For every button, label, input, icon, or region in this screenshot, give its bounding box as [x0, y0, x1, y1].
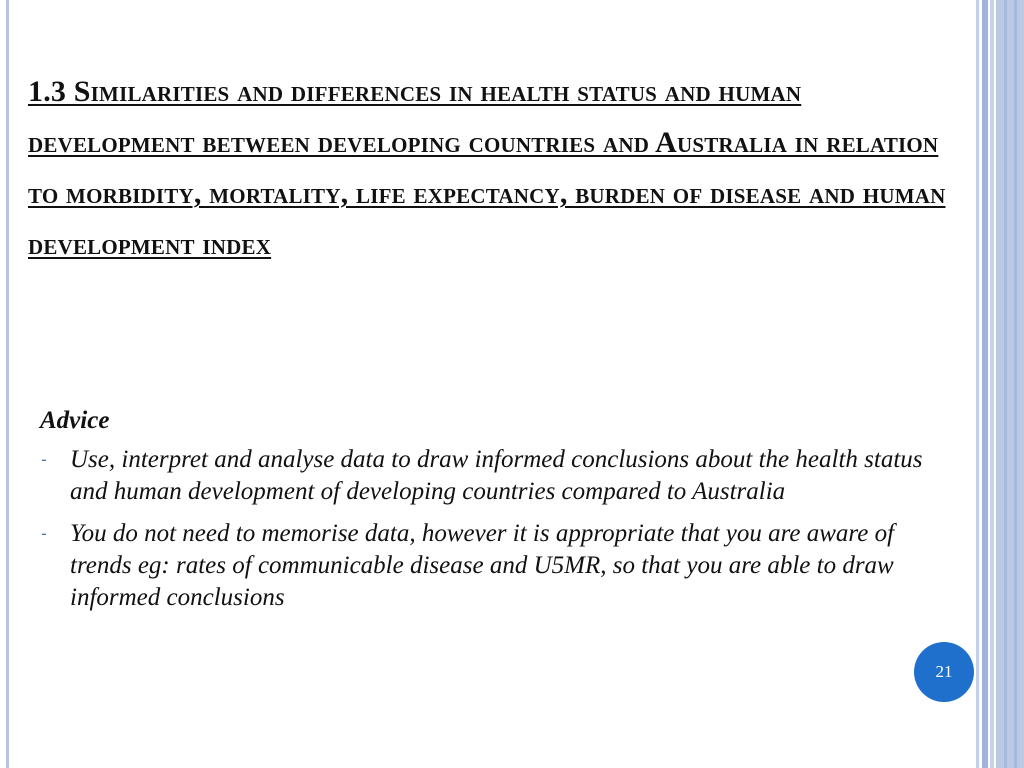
bullet-marker: - [41, 524, 47, 543]
slide-title: 1.3 Similarities and differences in health status and human development between developing countries and Australia in relation to morbidity, mortality, life expectancy, burden of disease and human development index [28, 75, 946, 261]
advice-heading: Advice [40, 407, 110, 434]
bullet-item [40, 518, 960, 614]
bullet-marker: - [41, 450, 47, 469]
right-decorative-stripe [990, 0, 994, 768]
right-decorative-stripe [1004, 0, 1007, 768]
bullet-text: You do not need to memorise data, however it is appropriate that you are aware of trends eg: rates of communicable disease and U5MR, so that you are able to draw informed conclusions [70, 520, 895, 611]
page-number-badge [914, 642, 974, 702]
right-decorative-stripe [982, 0, 988, 768]
bullet-text: Use, interpret and analyse data to draw informed conclusions about the health status and human development of developing countries compared to Australia [70, 446, 923, 505]
slide-content [40, 404, 960, 624]
page-number: 21 [935, 662, 953, 681]
right-decorative-stripe [976, 0, 979, 768]
bullet-item [40, 444, 960, 508]
right-decorative-stripe [1014, 0, 1017, 768]
left-border-rule [6, 0, 9, 768]
right-decorative-band [996, 0, 1024, 768]
